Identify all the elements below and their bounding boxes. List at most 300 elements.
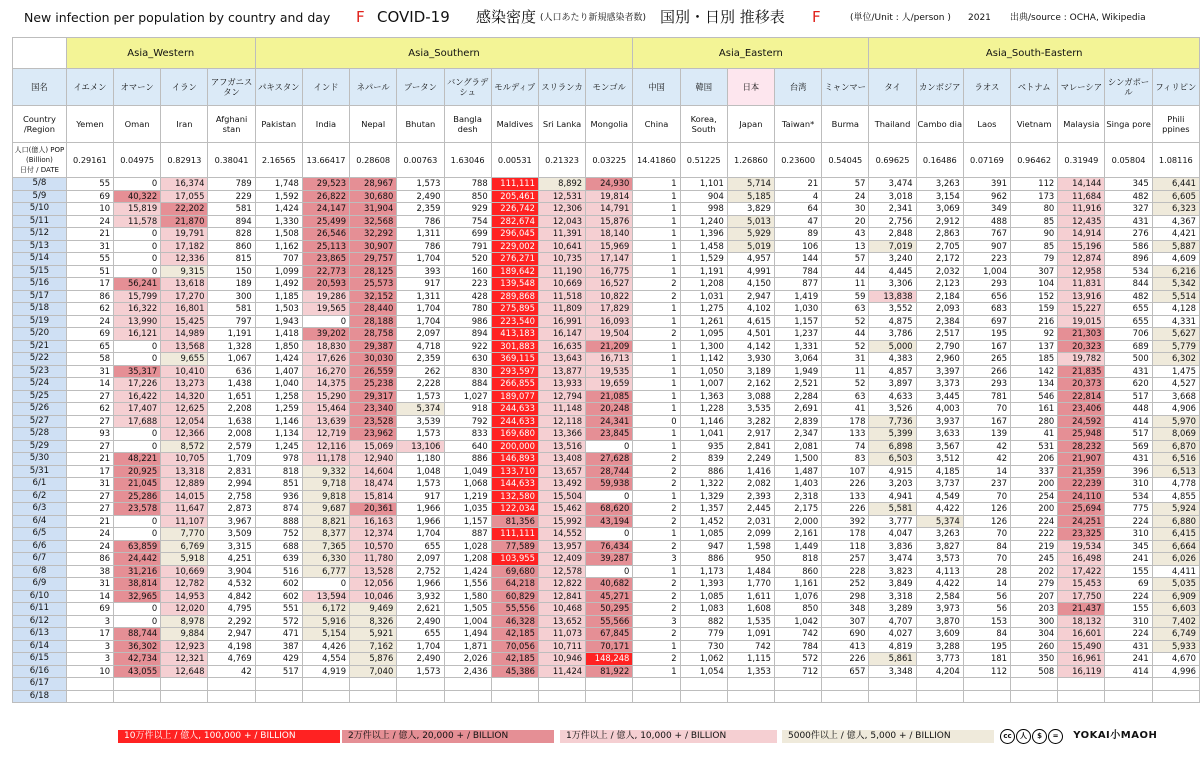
value-cell: 1,500 [775, 453, 822, 466]
value-cell: 4,501 [727, 328, 774, 341]
value-cell: 17,182 [161, 240, 208, 253]
value-cell: 4,615 [727, 315, 774, 328]
population-value: 0.31949 [1058, 143, 1105, 178]
value-cell: 3,609 [916, 628, 963, 641]
value-cell: 25,694 [1058, 503, 1105, 516]
date-cell: 5/9 [13, 190, 67, 203]
date-cell: 6/13 [13, 628, 67, 641]
value-cell: 2 [633, 478, 680, 491]
value-cell: 1,042 [775, 615, 822, 628]
value-cell: 1 [633, 565, 680, 578]
value-cell: 133,710 [491, 465, 538, 478]
value-cell: 11 [822, 365, 869, 378]
country-name-en: Afghani stan [208, 106, 255, 143]
value-cell: 387 [255, 640, 302, 653]
value-cell: 4,549 [916, 490, 963, 503]
value-cell: 70 [963, 553, 1010, 566]
country-name-jp: 韓国 [680, 69, 727, 106]
value-cell: 24,251 [1058, 515, 1105, 528]
value-cell: 74 [822, 440, 869, 453]
value-cell: 21,835 [1058, 365, 1105, 378]
value-cell: 9,655 [161, 353, 208, 366]
value-cell: 998 [680, 203, 727, 216]
value-cell: 742 [775, 628, 822, 641]
region-header-row [13, 38, 1200, 69]
value-cell: 3,827 [916, 540, 963, 553]
value-cell: 10,570 [350, 540, 397, 553]
value-cell: 2,184 [916, 290, 963, 303]
value-cell: 42,185 [491, 653, 538, 666]
date-cell: 6/8 [13, 565, 67, 578]
value-cell [66, 678, 113, 691]
value-cell: 1,416 [727, 465, 774, 478]
value-cell: 27 [66, 415, 113, 428]
table-row [13, 465, 1200, 478]
value-cell [114, 678, 161, 691]
table-row [13, 278, 1200, 291]
title-f-marker-2: F [812, 8, 821, 26]
value-cell: 639 [255, 553, 302, 566]
value-cell: 15,462 [538, 503, 585, 516]
value-cell: 797 [208, 315, 255, 328]
value-cell: 2 [633, 603, 680, 616]
value-cell: 13,657 [538, 465, 585, 478]
value-cell: 195 [963, 328, 1010, 341]
value-cell: 690 [822, 628, 869, 641]
value-cell: 569 [1105, 440, 1152, 453]
value-cell: 2,172 [916, 253, 963, 266]
value-cell: 3,849 [869, 578, 916, 591]
value-cell: 296,045 [491, 228, 538, 241]
value-cell: 5,185 [727, 190, 774, 203]
value-cell [822, 678, 869, 691]
value-cell: 219 [1011, 540, 1058, 553]
value-cell: 1,494 [444, 628, 491, 641]
value-cell: 2,960 [916, 353, 963, 366]
value-cell: 173 [1011, 190, 1058, 203]
table-row [13, 178, 1200, 191]
value-cell: 178 [822, 528, 869, 541]
legend-item: 2万件以上 / 億人, 20,000 + / BILLION [342, 730, 554, 743]
value-cell: 1,492 [255, 278, 302, 291]
value-cell: 23,325 [1058, 528, 1105, 541]
value-cell: 1 [633, 265, 680, 278]
value-cell: 226,742 [491, 203, 538, 216]
value-cell: 229 [208, 190, 255, 203]
value-cell: 1,085 [680, 590, 727, 603]
value-cell: 620 [1105, 378, 1152, 391]
value-cell: 17,055 [161, 190, 208, 203]
value-cell: 1,449 [775, 540, 822, 553]
value-cell: 266,855 [491, 378, 538, 391]
value-cell: 9,469 [350, 603, 397, 616]
value-cell: 228 [822, 565, 869, 578]
value-cell: 13,516 [538, 440, 585, 453]
value-cell: 65 [66, 340, 113, 353]
value-cell: 19,286 [302, 290, 349, 303]
table-row [13, 690, 1200, 703]
date-cell: 6/11 [13, 603, 67, 616]
value-cell: 42 [963, 453, 1010, 466]
title-japanese: 感染密度 [476, 8, 537, 26]
value-cell: 17,626 [302, 353, 349, 366]
value-cell: 9,332 [302, 465, 349, 478]
value-cell: 181 [963, 653, 1010, 666]
country-name-jp: 日本 [727, 69, 774, 106]
value-cell: 14,604 [350, 465, 397, 478]
value-cell: 689 [1105, 340, 1152, 353]
value-cell: 26,822 [302, 190, 349, 203]
value-cell [208, 678, 255, 691]
value-cell: 11,391 [538, 228, 585, 241]
value-cell: 517 [255, 665, 302, 678]
value-cell: 815 [208, 253, 255, 266]
date-cell: 5/24 [13, 378, 67, 391]
value-cell: 5,876 [350, 653, 397, 666]
value-cell: 16,601 [1058, 628, 1105, 641]
value-cell: 1,608 [727, 603, 774, 616]
value-cell: 8,069 [1152, 428, 1199, 441]
value-cell: 1,095 [680, 328, 727, 341]
value-cell: 23,528 [350, 415, 397, 428]
value-cell: 2,000 [775, 515, 822, 528]
value-cell: 5,918 [161, 553, 208, 566]
value-cell: 2,521 [775, 378, 822, 391]
value-cell: 1 [633, 178, 680, 191]
value-cell: 43,055 [114, 665, 161, 678]
value-cell: 706 [1105, 328, 1152, 341]
value-cell [633, 678, 680, 691]
value-cell: 14,375 [302, 378, 349, 391]
value-cell: 12,794 [538, 390, 585, 403]
country-name-en: China [633, 106, 680, 143]
value-cell: 3,064 [775, 353, 822, 366]
value-cell: 17,270 [161, 290, 208, 303]
value-cell: 348 [822, 603, 869, 616]
value-cell: 2 [633, 515, 680, 528]
value-cell: 24 [66, 215, 113, 228]
value-cell: 41 [1011, 428, 1058, 441]
value-cell: 12,054 [161, 415, 208, 428]
value-cell: 947 [680, 540, 727, 553]
value-cell: 11,916 [1058, 203, 1105, 216]
population-value: 0.54045 [822, 143, 869, 178]
value-cell: 9,315 [161, 265, 208, 278]
value-cell: 17,829 [586, 303, 633, 316]
value-cell [444, 678, 491, 691]
value-cell: 850 [775, 603, 822, 616]
population-value: 1.63046 [444, 143, 491, 178]
value-cell: 712 [775, 665, 822, 678]
value-cell: 3,397 [916, 365, 963, 378]
value-cell: 5,000 [869, 340, 916, 353]
value-cell: 93 [66, 428, 113, 441]
value-cell: 2,318 [775, 490, 822, 503]
value-cell: 6,909 [1152, 590, 1199, 603]
value-cell: 3,263 [916, 178, 963, 191]
value-cell [302, 678, 349, 691]
value-cell: 22,239 [1058, 478, 1105, 491]
value-cell: 2,863 [916, 228, 963, 241]
value-cell: 1,598 [727, 540, 774, 553]
value-cell: 3,315 [208, 540, 255, 553]
country-name-jp: オマーン [114, 69, 161, 106]
value-cell: 488 [963, 215, 1010, 228]
value-cell: 10,946 [538, 653, 585, 666]
value-cell: 3,474 [869, 553, 916, 566]
value-cell: 8,572 [161, 440, 208, 453]
value-cell: 19,791 [161, 228, 208, 241]
value-cell: 167 [963, 415, 1010, 428]
value-cell: 2,292 [208, 615, 255, 628]
value-cell: 3,573 [916, 553, 963, 566]
value-cell: 789 [208, 178, 255, 191]
value-cell: 3,668 [1152, 390, 1199, 403]
value-cell: 3,088 [727, 390, 774, 403]
value-cell: 707 [255, 253, 302, 266]
value-cell: 1,300 [680, 340, 727, 353]
value-cell: 1,573 [397, 665, 444, 678]
table-row [13, 603, 1200, 616]
value-cell: 2,490 [397, 653, 444, 666]
population-value: 0.38041 [208, 143, 255, 178]
value-cell: 81,922 [586, 665, 633, 678]
country-name-jp: 中国 [633, 69, 680, 106]
value-cell: 1,704 [397, 253, 444, 266]
value-cell: 226 [822, 653, 869, 666]
value-cell: 2,758 [208, 490, 255, 503]
value-cell: 24,341 [586, 415, 633, 428]
value-cell: 1,330 [255, 215, 302, 228]
date-cell: 6/3 [13, 503, 67, 516]
value-cell [633, 690, 680, 703]
date-cell: 5/12 [13, 228, 67, 241]
value-cell: 55 [66, 253, 113, 266]
region-header: Asia_South-Eastern [869, 38, 1200, 69]
value-cell: 16,801 [161, 303, 208, 316]
value-cell: 1,146 [255, 415, 302, 428]
value-cell: 30,680 [350, 190, 397, 203]
value-cell: 3,829 [727, 203, 774, 216]
value-cell: 2,490 [397, 190, 444, 203]
table-row [13, 528, 1200, 541]
value-cell: 1 [633, 190, 680, 203]
value-cell: 1,101 [680, 178, 727, 191]
value-cell: 153 [963, 615, 1010, 628]
value-cell: 962 [963, 190, 1010, 203]
value-cell: 5,035 [1152, 578, 1199, 591]
value-cell: 5,861 [869, 653, 916, 666]
value-cell: 16,713 [586, 353, 633, 366]
value-cell: 60,829 [491, 590, 538, 603]
value-cell: 818 [255, 465, 302, 478]
country-name-jp: アフガニスタン [208, 69, 255, 106]
date-cell: 5/20 [13, 328, 67, 341]
date-cell: 5/30 [13, 453, 67, 466]
table-row [13, 615, 1200, 628]
table-row [13, 378, 1200, 391]
value-cell: 56,241 [114, 278, 161, 291]
value-cell: 950 [727, 553, 774, 566]
value-cell: 3,282 [727, 415, 774, 428]
value-cell: 27 [66, 440, 113, 453]
value-cell: 1,245 [255, 440, 302, 453]
value-cell: 11,518 [538, 290, 585, 303]
value-cell: 133 [822, 428, 869, 441]
country-name-en: Laos [963, 106, 1010, 143]
value-cell: 11,073 [538, 628, 585, 641]
value-cell: 14,320 [161, 390, 208, 403]
value-cell: 155 [1105, 565, 1152, 578]
value-cell: 874 [255, 503, 302, 516]
value-cell: 64 [775, 203, 822, 216]
value-cell: 21,359 [1058, 465, 1105, 478]
value-cell: 2,994 [208, 478, 255, 491]
population-value: 0.21323 [538, 143, 585, 178]
value-cell: 202 [1011, 565, 1058, 578]
value-cell: 1,328 [208, 340, 255, 353]
value-cell: 21 [66, 228, 113, 241]
value-cell: 5,399 [869, 428, 916, 441]
value-cell: 27 [66, 390, 113, 403]
value-cell: 5,514 [1152, 290, 1199, 303]
value-cell [350, 690, 397, 703]
value-cell: 22,814 [1058, 390, 1105, 403]
country-name-en: Yemen [66, 106, 113, 143]
value-cell: 195 [963, 640, 1010, 653]
value-cell: 2,175 [775, 503, 822, 516]
value-cell: 396 [1105, 465, 1152, 478]
value-cell: 2,097 [397, 553, 444, 566]
value-cell: 4,128 [1152, 303, 1199, 316]
value-cell: 586 [1105, 240, 1152, 253]
value-cell: 1,424 [255, 353, 302, 366]
value-cell: 16,093 [586, 315, 633, 328]
country-name-jp: タイ [869, 69, 916, 106]
value-cell: 1,748 [255, 178, 302, 191]
date-cell: 6/5 [13, 528, 67, 541]
value-cell: 32,292 [350, 228, 397, 241]
value-cell: 4,819 [869, 640, 916, 653]
value-cell: 38 [66, 565, 113, 578]
value-cell: 1 [633, 440, 680, 453]
value-cell: 17,147 [586, 253, 633, 266]
value-cell: 935 [680, 440, 727, 453]
value-cell: 3,348 [869, 665, 916, 678]
value-cell: 2,228 [397, 378, 444, 391]
value-cell [1105, 690, 1152, 703]
date-cell: 5/8 [13, 178, 67, 191]
value-cell: 3,633 [916, 428, 963, 441]
value-cell: 26,559 [350, 365, 397, 378]
value-cell: 25,113 [302, 240, 349, 253]
value-cell: 280 [1011, 415, 1058, 428]
date-cell: 5/25 [13, 390, 67, 403]
value-cell: 152 [1011, 290, 1058, 303]
value-cell: 19,534 [1058, 540, 1105, 553]
value-cell [1011, 690, 1058, 703]
value-cell: 189,077 [491, 390, 538, 403]
population-value: 0.82913 [161, 143, 208, 178]
value-cell: 139,548 [491, 278, 538, 291]
value-cell: 5,921 [350, 628, 397, 641]
value-cell: 4,875 [869, 315, 916, 328]
population-value: 0.00763 [397, 143, 444, 178]
population-value: 0.23600 [775, 143, 822, 178]
value-cell: 21,209 [586, 340, 633, 353]
value-cell: 12,118 [538, 415, 585, 428]
value-cell: 12,116 [302, 440, 349, 453]
value-cell: 1,573 [397, 428, 444, 441]
value-cell: 830 [444, 365, 491, 378]
value-cell: 307 [822, 615, 869, 628]
value-cell: 7,770 [161, 528, 208, 541]
value-cell: 1,770 [727, 578, 774, 591]
value-cell: 1,424 [444, 565, 491, 578]
value-cell: 1,219 [444, 490, 491, 503]
country-name-jp: フィリピン [1152, 69, 1199, 106]
value-cell: 15,464 [302, 403, 349, 416]
value-cell: 21 [775, 178, 822, 191]
value-cell: 986 [444, 315, 491, 328]
value-cell: 0 [114, 340, 161, 353]
value-cell: 531 [1011, 440, 1058, 453]
value-cell [161, 678, 208, 691]
value-cell: 69 [66, 603, 113, 616]
population-value: 14.41860 [633, 143, 680, 178]
value-cell: 0 [114, 603, 161, 616]
value-cell: 45,386 [491, 665, 538, 678]
value-cell: 413,183 [491, 328, 538, 341]
value-cell [66, 690, 113, 703]
value-cell: 907 [963, 240, 1010, 253]
value-cell: 3,289 [869, 603, 916, 616]
value-cell: 6,026 [1152, 553, 1199, 566]
value-cell: 13,318 [161, 465, 208, 478]
value-cell: 70,056 [491, 640, 538, 653]
value-cell: 14 [963, 465, 1010, 478]
value-cell: 24 [66, 528, 113, 541]
value-cell: 1,031 [680, 290, 727, 303]
value-cell: 1,592 [255, 190, 302, 203]
value-cell: 134 [1011, 378, 1058, 391]
value-cell: 0 [302, 315, 349, 328]
population-value: 1.08116 [1152, 143, 1199, 178]
value-cell: 9,818 [302, 490, 349, 503]
value-cell: 1,258 [255, 390, 302, 403]
value-cell: 2,081 [775, 440, 822, 453]
value-cell: 28,188 [350, 315, 397, 328]
value-cell: 0 [114, 178, 161, 191]
value-cell: 0 [114, 228, 161, 241]
value-cell: 9,884 [161, 628, 208, 641]
value-cell: 10,711 [538, 640, 585, 653]
title-english: New infection per population by country and day [24, 10, 331, 25]
value-cell: 32,152 [350, 290, 397, 303]
value-cell: 0 [114, 265, 161, 278]
value-cell: 431 [1105, 365, 1152, 378]
value-cell: 31,216 [114, 565, 161, 578]
value-cell: 178 [822, 415, 869, 428]
value-cell: 15,992 [538, 515, 585, 528]
date-cell: 5/16 [13, 278, 67, 291]
value-cell: 471 [255, 628, 302, 641]
value-cell: 3,552 [869, 303, 916, 316]
value-cell: 520 [444, 253, 491, 266]
value-cell: 10 [66, 203, 113, 216]
country-name-en: Pakistan [255, 106, 302, 143]
value-cell: 21,085 [586, 390, 633, 403]
